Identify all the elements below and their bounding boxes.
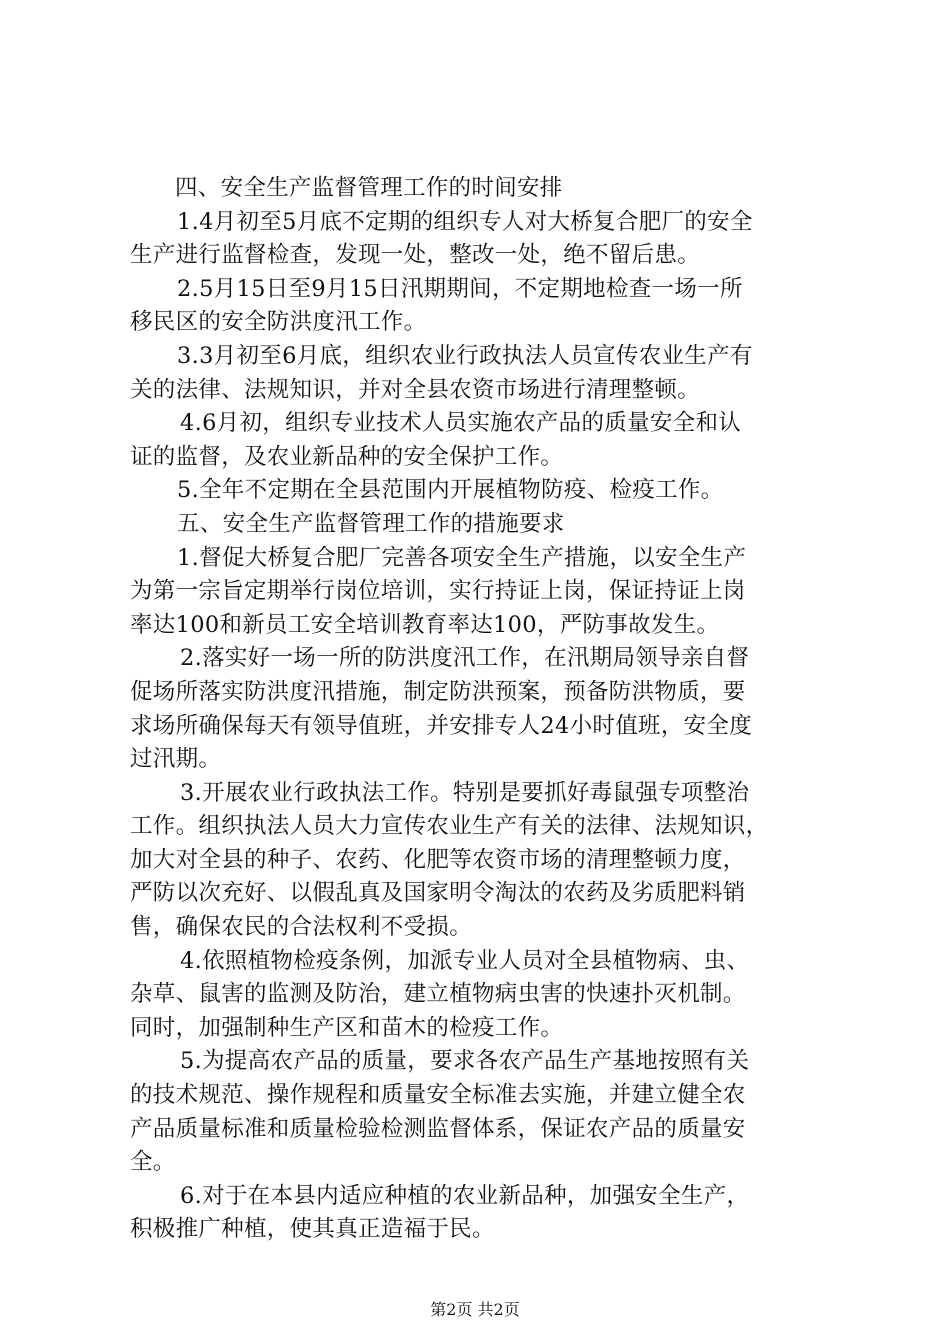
paragraph-line: 严防以次充好、以假乱真及国家明令淘汰的农药及劣质肥料销 bbox=[130, 880, 746, 907]
paragraph-line: 杂草、鼠害的监测及防治，建立植物病虫害的快速扑灭机制。 bbox=[130, 981, 746, 1008]
paragraph-line: 售，确保农民的合法权利不受损。 bbox=[130, 914, 473, 941]
paragraph-line: 2.5月15日至9月15日汛期期间，不定期地检查一场一所 bbox=[177, 275, 743, 302]
paragraph-line: 1.督促大桥复合肥厂完善各项安全生产措施，以安全生产 bbox=[177, 544, 747, 571]
paragraph-line: 促场所落实防洪度汛措施，制定防洪预案，预备防洪物质，要 bbox=[130, 678, 746, 705]
paragraph-line: 加大对全县的种子、农药、化肥等农资市场的清理整顿力度， bbox=[130, 846, 746, 873]
paragraph-line: 4.依照植物检疫条例，加派专业人员对全县植物病、虫、 bbox=[180, 947, 750, 974]
paragraph-line: 同时，加强制种生产区和苗木的检疫工作。 bbox=[130, 1014, 564, 1041]
paragraph-line: 2.落实好一场一所的防洪度汛工作，在汛期局领导亲自督 bbox=[180, 645, 750, 672]
section-heading-4: 四、安全生产监督管理工作的时间安排 bbox=[175, 175, 563, 201]
paragraph-line: 过汛期。 bbox=[130, 746, 222, 773]
paragraph-line: 3.开展农业行政执法工作。特别是要抓好毒鼠强专项整治 bbox=[180, 779, 750, 806]
document-body bbox=[130, 172, 835, 1247]
paragraph-line: 积极推广种植，使其真正造福于民。 bbox=[130, 1216, 495, 1243]
paragraph-line: 4.6月初，组织专业技术人员实施农产品的质量安全和认 bbox=[180, 410, 742, 437]
paragraph-line: 证的监督，及农业新品种的安全保护工作。 bbox=[130, 443, 564, 470]
paragraph-line: 5.为提高农产品的质量，要求各农产品生产基地按照有关 bbox=[180, 1048, 750, 1075]
section-heading-5: 五、安全生产监督管理工作的措施要求 bbox=[177, 510, 565, 537]
paragraph-line: 3.3月初至6月底，组织农业行政执法人员宣传农业生产有 bbox=[177, 342, 753, 369]
paragraph-line: 移民区的安全防洪度汛工作。 bbox=[130, 309, 427, 336]
paragraph-line: 的技术规范、操作规程和质量安全标准去实施，并建立健全农 bbox=[130, 1082, 746, 1109]
paragraph-line: 率达100和新员工安全培训教育率达100，严防事故发生。 bbox=[130, 611, 720, 638]
paragraph-line: 为第一宗旨定期举行岗位培训，实行持证上岗，保证持证上岗 bbox=[130, 578, 746, 605]
paragraph-line: 1.4月初至5月底不定期的组织专人对大桥复合肥厂的安全 bbox=[177, 208, 753, 235]
paragraph-line: 生产进行监督检查，发现一处，整改一处，绝不留后患。 bbox=[130, 242, 701, 269]
paragraph-line: 产品质量标准和质量检验检测监督体系，保证农产品的质量安 bbox=[130, 1115, 746, 1142]
paragraph-line: 关的法律、法规知识，并对全县农资市场进行清理整顿。 bbox=[130, 376, 701, 403]
paragraph-line: 工作。组织执法人员大力宣传农业生产有关的法律、法规知识， bbox=[130, 813, 769, 840]
paragraph-line: 求场所确保每天有领导值班，并安排专人24小时值班，安全度 bbox=[130, 712, 753, 739]
paragraph-line: 5.全年不定期在全县范围内开展植物防疫、检疫工作。 bbox=[177, 477, 724, 504]
page-number-footer: 第2页 共2页 bbox=[430, 1300, 520, 1319]
paragraph-line: 全。 bbox=[130, 1149, 176, 1176]
paragraph-line: 6.对于在本县内适应种植的农业新品种，加强安全生产， bbox=[180, 1182, 750, 1209]
